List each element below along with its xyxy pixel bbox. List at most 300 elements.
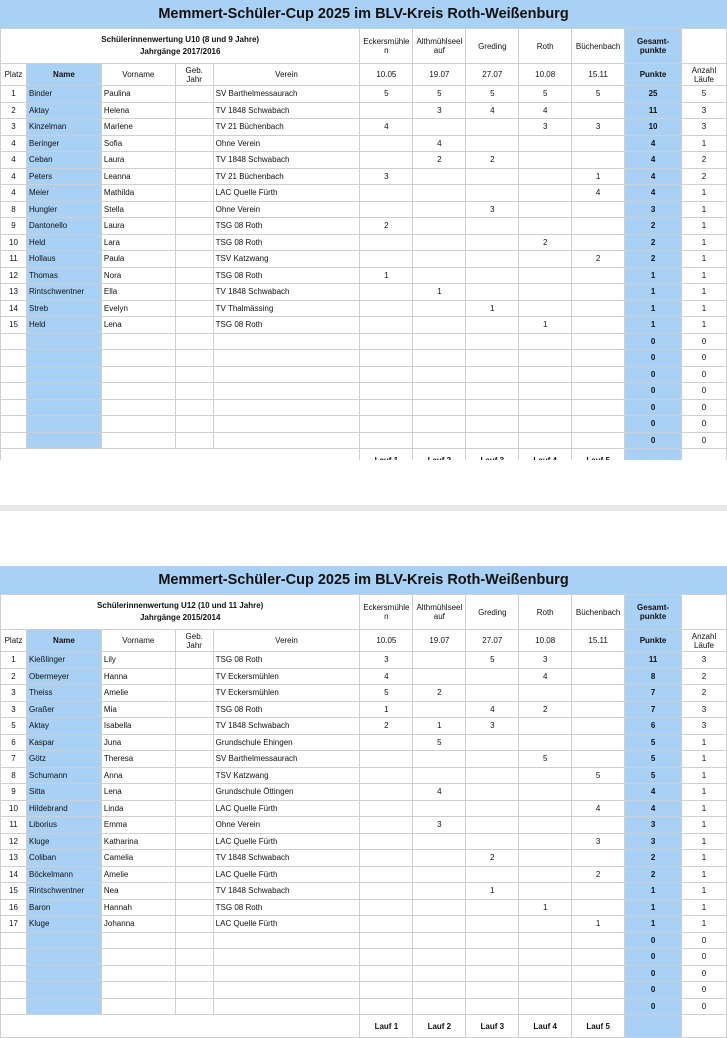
cell-vorname: Helena [101,102,175,119]
cell-geb-jahr [175,251,213,268]
cell-geb-jahr [175,350,213,367]
cell-lauf1 [360,734,413,751]
cell-platz: 14 [1,300,27,317]
cell-platz: 2 [1,668,27,685]
cell-verein [213,998,360,1015]
cell-platz: 17 [1,916,27,933]
cell-lauf2: 3 [413,102,466,119]
cell-lauf2 [413,932,466,949]
cell-geb-jahr [175,767,213,784]
cell-name: Binder [26,86,101,103]
cell-lauf5 [572,416,625,433]
cell-name: Thomas [26,267,101,284]
col-name: Name [26,630,101,652]
cell-lauf5 [572,850,625,867]
event-name: Greding [466,29,519,64]
cell-vorname: Camelia [101,850,175,867]
cell-lauf2 [413,383,466,400]
cell-lauf5 [572,218,625,235]
cell-lauf3 [466,932,519,949]
cell-punkte: 2 [625,218,682,235]
cell-punkte: 3 [625,201,682,218]
cell-platz: 9 [1,218,27,235]
cell-lauf4 [519,949,572,966]
cell-name: Theiss [26,685,101,702]
cell-lauf4: 5 [519,86,572,103]
cell-platz: 12 [1,833,27,850]
cell-lauf5: 5 [572,767,625,784]
table-row [1,685,727,702]
cell-lauf5 [572,267,625,284]
cell-lauf5 [572,685,625,702]
cell-anzahl: 0 [682,383,727,400]
table-row [1,350,727,367]
cell-punkte: 7 [625,701,682,718]
cell-anzahl: 1 [682,300,727,317]
cell-vorname: Marlene [101,119,175,136]
cell-lauf2 [413,119,466,136]
cell-anzahl: 0 [682,965,727,982]
cell-platz: 3 [1,701,27,718]
cell-vorname: Stella [101,201,175,218]
cell-platz: 13 [1,850,27,867]
cell-name: Aktay [26,102,101,119]
cell-lauf3: 2 [466,850,519,867]
cell-anzahl: 1 [682,817,727,834]
table-row [1,300,727,317]
cell-punkte: 4 [625,135,682,152]
cell-lauf4 [519,284,572,301]
cell-lauf2 [413,218,466,235]
cell-lauf4 [519,218,572,235]
cell-verein: TSG 08 Roth [213,267,360,284]
cell-verein: LAC Quelle Fürth [213,185,360,202]
cell-platz: 10 [1,234,27,251]
cell-lauf1 [360,416,413,433]
cell-vorname: Lena [101,317,175,334]
cell-anzahl: 0 [682,998,727,1015]
cell-lauf3 [466,916,519,933]
table-row [1,701,727,718]
event-header-row [1,29,727,64]
cell-verein: TV 21 Büchenbach [213,168,360,185]
cell-lauf5 [572,284,625,301]
cell-lauf4: 2 [519,701,572,718]
cell-lauf2 [413,300,466,317]
cell-lauf5 [572,350,625,367]
cell-lauf2 [413,234,466,251]
cell-vorname: Laura [101,152,175,169]
cell-geb-jahr [175,119,213,136]
cell-geb-jahr [175,701,213,718]
table-row [1,668,727,685]
cell-verein [213,432,360,449]
cell-platz [1,416,27,433]
col-anzahl-laeufe: Anzahl Läufe [682,630,727,652]
cell-lauf4 [519,784,572,801]
table-row [1,333,727,350]
cell-lauf3 [466,399,519,416]
spacer [0,460,727,563]
cell-platz: 1 [1,86,27,103]
cell-lauf4 [519,800,572,817]
cell-geb-jahr [175,916,213,933]
cell-vorname: Mia [101,701,175,718]
cell-lauf1 [360,800,413,817]
cell-name: Streb [26,300,101,317]
event-name: Greding [466,595,519,630]
table-row [1,965,727,982]
cell-vorname [101,366,175,383]
cell-lauf2 [413,350,466,367]
cell-punkte: 3 [625,817,682,834]
cell-platz [1,366,27,383]
cell-lauf1 [360,333,413,350]
cell-verein: TV 1848 Schwabach [213,850,360,867]
cell-platz: 15 [1,883,27,900]
table-row [1,833,727,850]
cell-verein [213,399,360,416]
cell-punkte: 2 [625,251,682,268]
cell-geb-jahr [175,317,213,334]
cell-lauf4 [519,982,572,999]
cell-platz: 4 [1,152,27,169]
cell-platz: 11 [1,817,27,834]
cell-verein: TV 1848 Schwabach [213,284,360,301]
cell-lauf1 [360,866,413,883]
cell-geb-jahr [175,185,213,202]
cell-lauf2 [413,366,466,383]
cell-lauf1 [360,317,413,334]
cell-verein: SV Barthelmessaurach [213,86,360,103]
cell-lauf2: 5 [413,734,466,751]
event-name: Roth [519,595,572,630]
cell-name: Rintschwentner [26,284,101,301]
cell-verein: LAC Quelle Fürth [213,866,360,883]
cell-lauf5 [572,932,625,949]
cell-anzahl: 1 [682,135,727,152]
cell-vorname [101,432,175,449]
cell-vorname: Evelyn [101,300,175,317]
cell-punkte: 1 [625,284,682,301]
cell-platz: 4 [1,168,27,185]
cell-name: Götz [26,751,101,768]
cell-name: Obermeyer [26,668,101,685]
cell-vorname [101,932,175,949]
cell-anzahl: 0 [682,399,727,416]
cell-lauf3 [466,218,519,235]
cell-punkte: 4 [625,784,682,801]
cell-platz: 3 [1,119,27,136]
cell-lauf1: 2 [360,718,413,735]
cell-vorname [101,333,175,350]
empty-cell [1,1015,360,1038]
cell-anzahl: 2 [682,668,727,685]
cell-lauf1: 2 [360,218,413,235]
col-vorname: Vorname [101,630,175,652]
cell-verein: TSV Katzwang [213,767,360,784]
cell-lauf3: 1 [466,300,519,317]
cell-lauf3 [466,284,519,301]
cell-punkte: 0 [625,399,682,416]
cell-anzahl: 2 [682,685,727,702]
cell-lauf5 [572,701,625,718]
cell-anzahl: 1 [682,201,727,218]
lauf-label: Lauf 1 [360,1015,413,1038]
cell-lauf3 [466,234,519,251]
cell-anzahl: 1 [682,883,727,900]
cell-lauf3: 5 [466,652,519,669]
cell-geb-jahr [175,416,213,433]
cell-verein [213,965,360,982]
table-row [1,135,727,152]
cell-punkte: 2 [625,234,682,251]
cell-vorname: Lara [101,234,175,251]
cell-lauf2 [413,201,466,218]
cell-vorname: Linda [101,800,175,817]
cell-verein: TSG 08 Roth [213,218,360,235]
cell-lauf4 [519,152,572,169]
cell-lauf4 [519,685,572,702]
cell-geb-jahr [175,168,213,185]
cell-lauf2 [413,949,466,966]
cell-anzahl: 5 [682,86,727,103]
cell-name: Aktay [26,718,101,735]
cell-lauf2 [413,251,466,268]
cell-name [26,350,101,367]
cell-name: Held [26,317,101,334]
cell-anzahl: 0 [682,932,727,949]
cell-anzahl: 0 [682,982,727,999]
cell-verein [213,333,360,350]
cell-vorname: Hanna [101,668,175,685]
cell-punkte: 5 [625,767,682,784]
cell-anzahl: 2 [682,168,727,185]
table-row [1,784,727,801]
cell-lauf3 [466,767,519,784]
cell-anzahl: 3 [682,718,727,735]
cell-lauf4 [519,267,572,284]
cell-punkte: 2 [625,866,682,883]
cell-lauf1: 1 [360,701,413,718]
event-name: Althmühlseel auf [413,595,466,630]
cell-platz: 14 [1,866,27,883]
cell-lauf3 [466,383,519,400]
cell-punkte: 3 [625,833,682,850]
cell-lauf5 [572,399,625,416]
cell-name: Coliban [26,850,101,867]
cell-name: Peters [26,168,101,185]
cell-lauf1: 4 [360,119,413,136]
cell-name [26,383,101,400]
cell-platz [1,932,27,949]
cell-punkte: 0 [625,366,682,383]
cell-lauf3 [466,135,519,152]
cell-lauf1: 3 [360,168,413,185]
cell-lauf4 [519,135,572,152]
cell-verein: TSG 08 Roth [213,317,360,334]
cell-lauf1 [360,284,413,301]
cell-lauf4 [519,833,572,850]
cell-verein: TSG 08 Roth [213,234,360,251]
cell-anzahl: 1 [682,916,727,933]
table-row [1,267,727,284]
birth-years: Jahrgänge 2015/2014 [139,613,221,622]
cell-lauf3 [466,333,519,350]
cell-punkte: 0 [625,965,682,982]
cell-name: Hollaus [26,251,101,268]
cell-lauf4 [519,300,572,317]
cell-lauf2: 4 [413,784,466,801]
total-points-header: Gesamt-punkte [625,29,682,64]
cell-anzahl: 1 [682,185,727,202]
cell-vorname: Lena [101,784,175,801]
table-row [1,234,727,251]
cell-anzahl: 0 [682,949,727,966]
table-row [1,168,727,185]
cell-platz [1,998,27,1015]
cell-lauf1 [360,899,413,916]
cell-vorname [101,982,175,999]
cell-lauf3 [466,998,519,1015]
cell-lauf1 [360,883,413,900]
cell-platz: 12 [1,267,27,284]
cell-verein [213,383,360,400]
cell-platz: 8 [1,201,27,218]
cell-lauf1 [360,850,413,867]
table-row [1,932,727,949]
empty-cell [625,1015,682,1038]
cell-lauf4 [519,850,572,867]
cell-lauf1 [360,949,413,966]
cell-anzahl: 1 [682,850,727,867]
table-row [1,251,727,268]
cell-anzahl: 1 [682,734,727,751]
col-name: Name [26,64,101,86]
table-row [1,86,727,103]
cell-geb-jahr [175,383,213,400]
cell-lauf3 [466,267,519,284]
cell-lauf4: 2 [519,234,572,251]
cell-geb-jahr [175,718,213,735]
cell-name: Kinzelman [26,119,101,136]
cell-name: Sitta [26,784,101,801]
cell-geb-jahr [175,152,213,169]
cell-lauf2: 3 [413,817,466,834]
cell-verein: Ohne Verein [213,135,360,152]
cell-geb-jahr [175,366,213,383]
cell-lauf3: 3 [466,718,519,735]
cell-lauf2 [413,866,466,883]
col-vorname: Vorname [101,64,175,86]
cell-verein: LAC Quelle Fürth [213,800,360,817]
cell-name: Böckelmann [26,866,101,883]
cell-lauf2: 5 [413,86,466,103]
cell-verein: TV Thalmässing [213,300,360,317]
cell-vorname: Ella [101,284,175,301]
cell-lauf3 [466,751,519,768]
cell-lauf2 [413,432,466,449]
cell-platz: 8 [1,767,27,784]
cell-lauf5 [572,152,625,169]
cell-name: Meier [26,185,101,202]
cell-anzahl: 1 [682,767,727,784]
cell-platz [1,965,27,982]
cell-punkte: 1 [625,300,682,317]
cell-geb-jahr [175,685,213,702]
event-date: 19.07 [413,630,466,652]
cell-lauf2 [413,767,466,784]
cell-vorname: Laura [101,218,175,235]
cell-lauf1: 5 [360,86,413,103]
event-date: 10.05 [360,630,413,652]
cell-vorname: Nea [101,883,175,900]
cell-lauf5 [572,784,625,801]
event-name: Althmühlseel auf [413,29,466,64]
cell-punkte: 1 [625,267,682,284]
col-verein: Verein [213,630,360,652]
cell-vorname: Mathilda [101,185,175,202]
cell-lauf2 [413,998,466,1015]
cell-name: Rintschwentner [26,883,101,900]
cell-platz: 15 [1,317,27,334]
cell-lauf1 [360,432,413,449]
cell-lauf5 [572,102,625,119]
table-row [1,432,727,449]
cell-name [26,965,101,982]
sheet-title: Memmert-Schüler-Cup 2025 im BLV-Kreis Roth-Weißenburg [0,566,727,595]
cell-lauf2: 1 [413,718,466,735]
cell-anzahl: 1 [682,267,727,284]
cell-anzahl: 0 [682,366,727,383]
cell-punkte: 7 [625,685,682,702]
cell-lauf4 [519,350,572,367]
cell-name [26,949,101,966]
cell-lauf3 [466,668,519,685]
cell-vorname: Hannah [101,899,175,916]
cell-anzahl: 1 [682,866,727,883]
cell-vorname [101,350,175,367]
cell-lauf2 [413,965,466,982]
cell-lauf1 [360,185,413,202]
cell-lauf4 [519,416,572,433]
event-name: Eckersmühle n [360,595,413,630]
cell-anzahl: 3 [682,652,727,669]
cell-lauf1 [360,152,413,169]
cell-verein: Grundschule Öttingen [213,784,360,801]
cell-vorname: Amelie [101,866,175,883]
cell-vorname: Emma [101,817,175,834]
cell-lauf4: 4 [519,102,572,119]
table-row [1,949,727,966]
cell-platz: 3 [1,685,27,702]
cell-lauf4 [519,383,572,400]
cell-vorname: Theresa [101,751,175,768]
cell-geb-jahr [175,86,213,103]
standings-table [0,28,727,472]
cell-lauf5 [572,718,625,735]
cell-verein [213,982,360,999]
cell-lauf2: 1 [413,284,466,301]
cell-lauf5: 5 [572,86,625,103]
cell-lauf5: 3 [572,119,625,136]
cell-geb-jahr [175,652,213,669]
cell-anzahl: 3 [682,701,727,718]
cell-lauf3 [466,817,519,834]
cell-lauf5 [572,899,625,916]
empty-cell [682,29,727,64]
cell-lauf1 [360,102,413,119]
